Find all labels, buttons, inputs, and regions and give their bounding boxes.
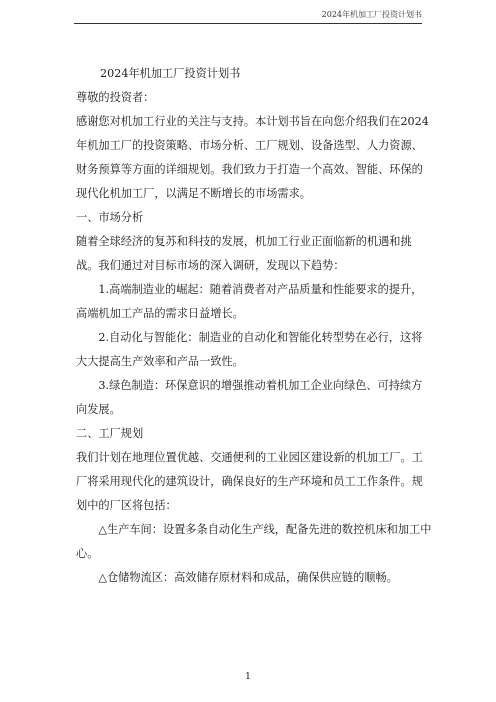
intro-paragraph: 感谢您对机加工行业的关注与支持。本计划书旨在向您介绍我们在2024年机加工厂的投资策略、市场分析、工厂规划、设备选型、人力资源、财务预算等方面的详细规划。我们致力于打造一个高效、智能、环保的现代化机加工厂，以满足不断增长的市场需求。 xyxy=(76,115,429,200)
section-heading-plant: 二、工厂规划 xyxy=(76,427,144,440)
market-paragraph: 随着全球经济的复苏和科技的发展，机加工行业正面临新的机遇和挑战。我们通过对目标市场的深入调研，发现以下趋势： xyxy=(76,235,412,272)
plant-area-2: △仓储物流区：高效储存原材料和成品，确保供应链的顺畅。 xyxy=(98,571,398,584)
section-heading-market: 一、市场分析 xyxy=(76,211,144,224)
running-header: 2024年机加工厂投资计划书 xyxy=(321,10,422,19)
trend-item-3: 3.绿色制造：环保意识的增强推动着机加工企业向绿色、可持续方向发展。 xyxy=(76,379,423,416)
trend-item-1: 1.高端制造业的崛起：随着消费者对产品质量和性能要求的提升，高端机加工产品的需求日益增长。 xyxy=(76,283,423,320)
header-divider xyxy=(74,23,422,24)
trend-item-2: 2.自动化与智能化：制造业的自动化和智能化转型势在必行，这将大大提高生产效率和产品一致性。 xyxy=(76,331,423,368)
plant-paragraph: 我们计划在地理位置优越、交通便利的工业园区建设新的机加工厂。工厂将采用现代化的建筑设计，确保良好的生产环境和员工工作条件。规划中的厂区将包括： xyxy=(76,451,423,512)
plant-area-1: △生产车间：设置多条自动化生产线，配备先进的数控机床和加工中心。 xyxy=(76,523,432,560)
salutation: 尊敬的投资者： xyxy=(76,91,155,104)
document-body xyxy=(76,62,432,590)
document-title: 2024年机加工厂投资计划书 xyxy=(100,67,241,80)
page-number: 1 xyxy=(245,672,251,682)
